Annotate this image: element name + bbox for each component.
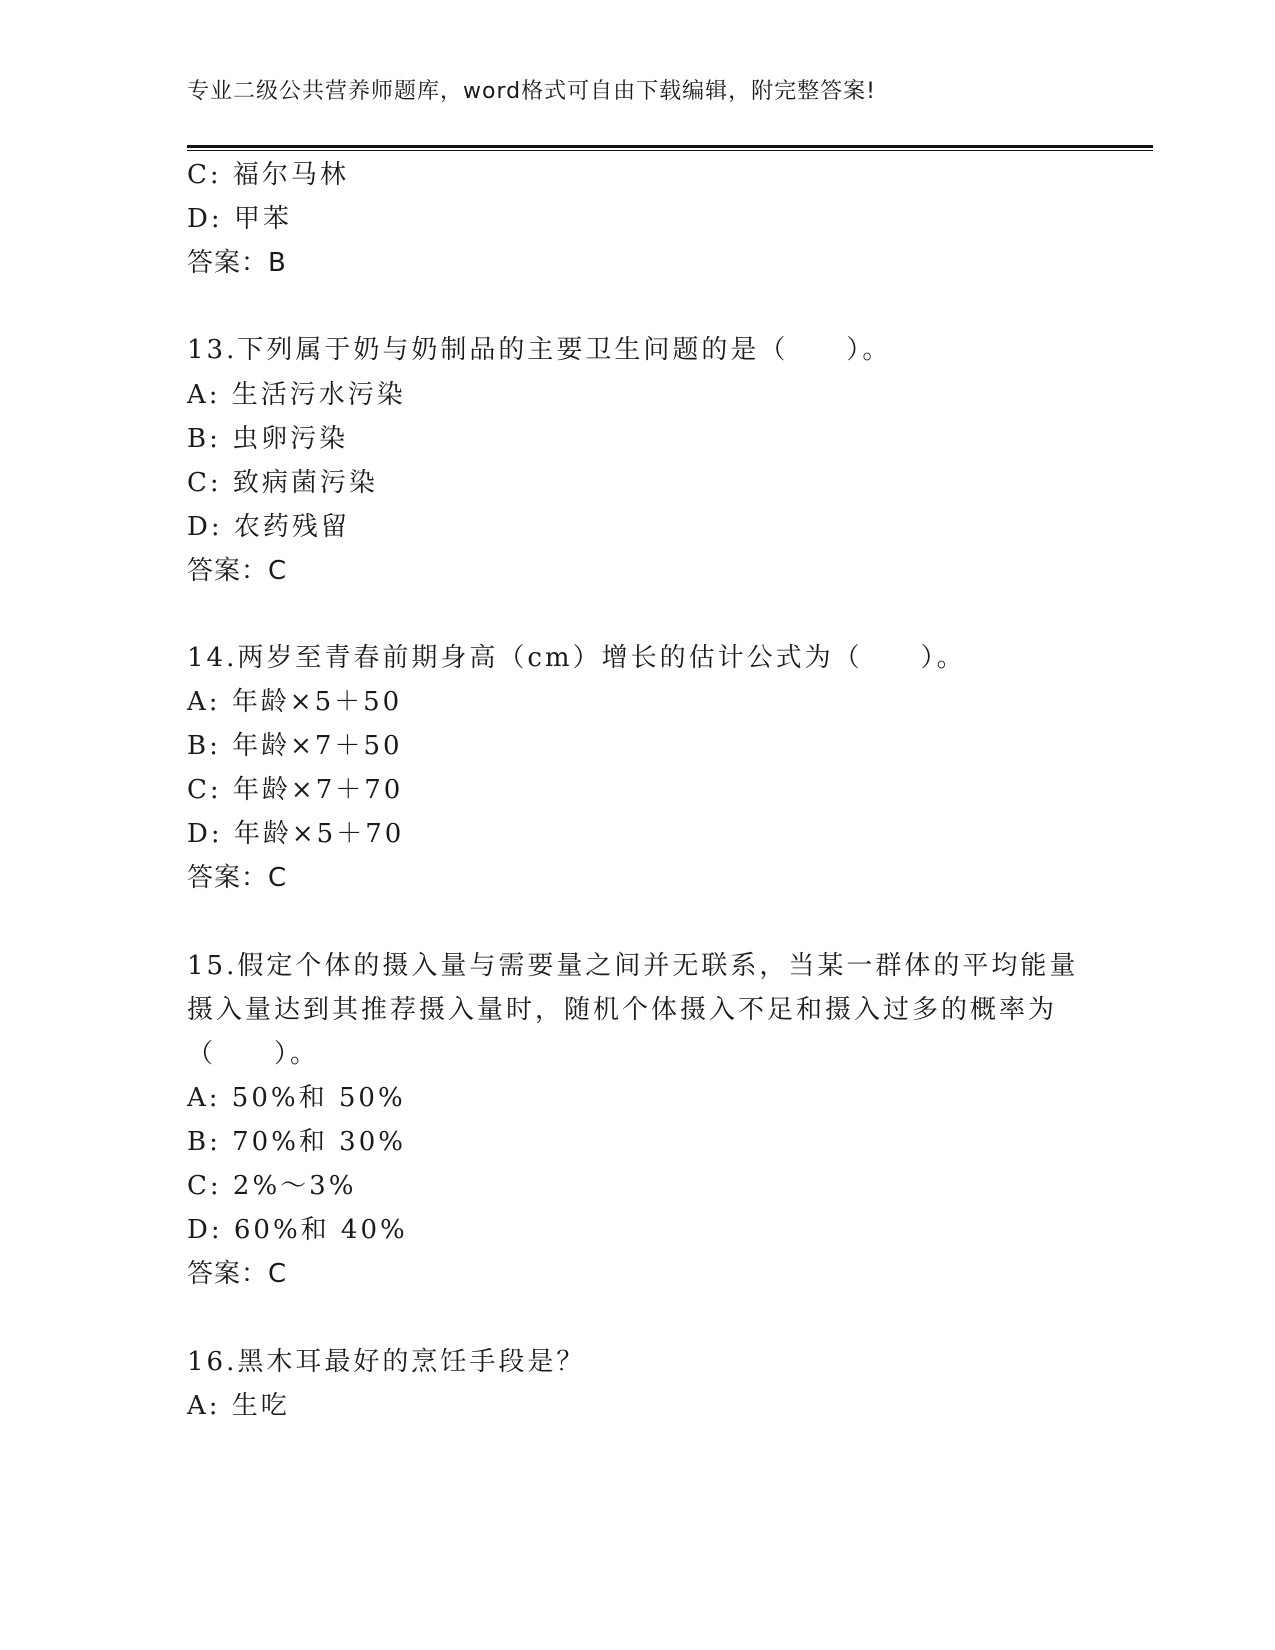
option-c: C: 福尔马林: [187, 160, 349, 190]
question-15-stem-line-3: （ ）。: [187, 1039, 320, 1069]
question-13-option-a: A: 生活污水污染: [187, 380, 406, 410]
question-13-answer: 答案：C: [187, 556, 288, 586]
question-14-option-d: D: 年龄×5＋70: [187, 819, 405, 849]
question-15-option-b: B: 70%和 30%: [187, 1127, 406, 1157]
page-header-title: 专业二级公共营养师题库，word格式可自由下载编辑，附完整答案!: [187, 79, 876, 104]
question-15-stem-line-1: 15.假定个体的摄入量与需要量之间并无联系，当某一群体的平均能量: [187, 951, 1079, 981]
question-14-option-a: A: 年龄×5＋50: [187, 687, 403, 717]
question-13-option-b: B: 虫卵污染: [187, 424, 349, 454]
answer-line: 答案：B: [187, 248, 287, 278]
question-15-option-a: A: 50%和 50%: [187, 1083, 406, 1113]
question-15-option-d: D: 60%和 40%: [187, 1215, 408, 1245]
option-d: D: 甲苯: [187, 204, 292, 234]
question-15-answer: 答案：C: [187, 1259, 288, 1289]
question-16-stem: 16.黑木耳最好的烹饪手段是？: [187, 1347, 586, 1377]
question-13-option-d: D: 农药残留: [187, 512, 350, 542]
header-divider-thick: [187, 145, 1153, 148]
question-14-answer: 答案：C: [187, 863, 288, 893]
question-13-stem: 13.下列属于奶与奶制品的主要卫生问题的是（ ）。: [187, 335, 892, 365]
question-15-stem-line-2: 摄入量达到其推荐摄入量时，随机个体摄入不足和摄入过多的概率为: [187, 995, 1058, 1025]
question-14-stem: 14.两岁至青春前期身高（cm）增长的估计公式为（ ）。: [187, 643, 966, 673]
question-16-option-a: A: 生吃: [187, 1391, 290, 1421]
question-15-option-c: C: 2%～3%: [187, 1171, 357, 1201]
question-14-option-c: C: 年龄×7＋70: [187, 775, 404, 805]
question-14-option-b: B: 年龄×7＋50: [187, 731, 403, 761]
question-13-option-c: C: 致病菌污染: [187, 468, 378, 498]
header-divider-thin: [187, 150, 1153, 151]
